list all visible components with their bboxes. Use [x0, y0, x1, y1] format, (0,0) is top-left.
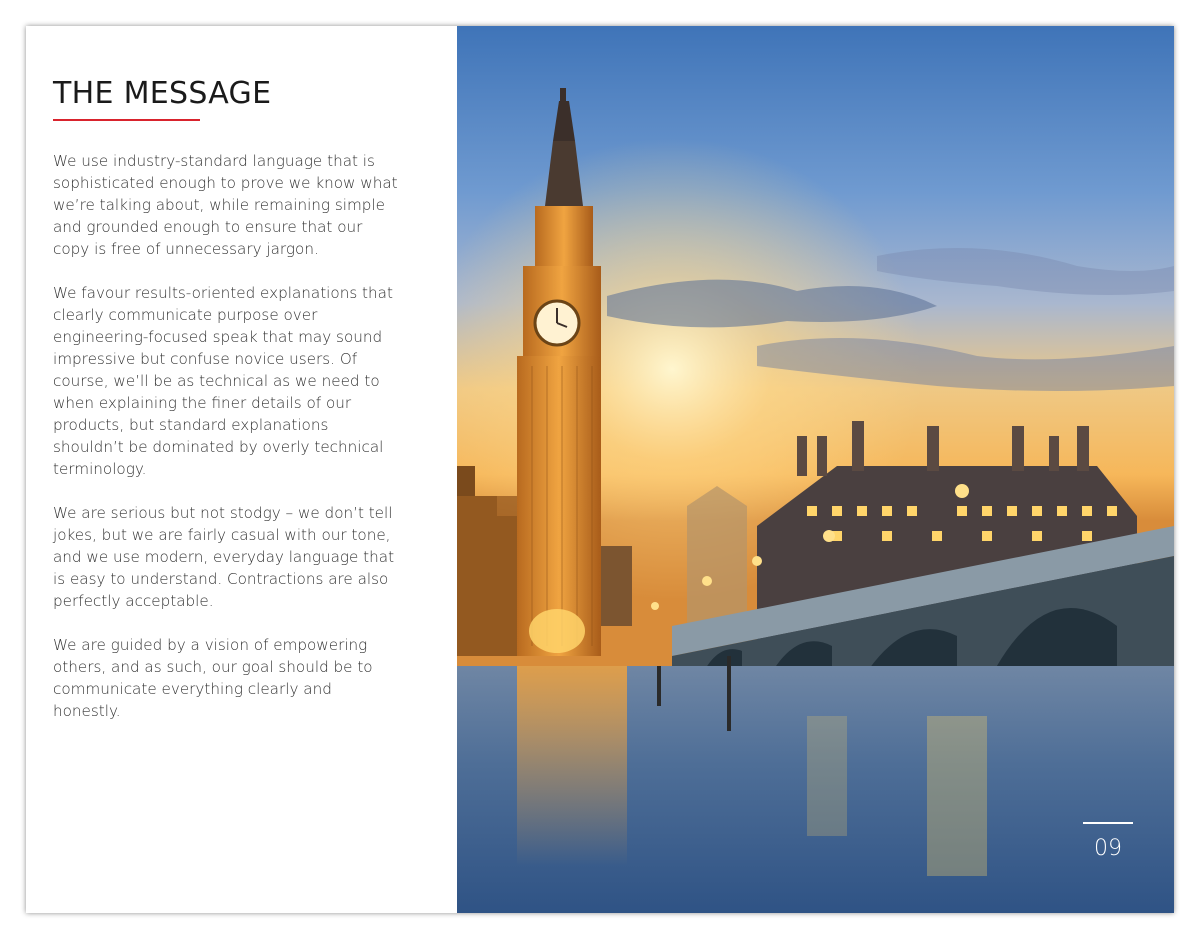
paragraph: We favour results-oriented explanations that clearly communicate purpose over engineering-focused speak that may sound impressive but confuse novice users. Of course, we’ll be as technical as we need to when explaining the finer details of our products, but standard explanations shouldn’t be dominated by overly technical terminology. [53, 284, 393, 478]
text-column [26, 26, 457, 913]
page-title: THE MESSAGE [53, 76, 272, 111]
paragraph: We use industry-standard language that is sophisticated enough to prove we know what we’re talking about, while remaining simple and grounded enough to ensure that our copy is free of unnecessary jargon. [53, 152, 398, 258]
big-ben-photo [457, 26, 1174, 913]
page-number: 09 [1094, 836, 1122, 861]
brochure-page [26, 26, 1174, 913]
page-number-rule [1083, 822, 1133, 824]
paragraph: We are serious but not stodgy – we don’t tell jokes, but we are fairly casual with our tone, and we use modern, everyday language that is easy to understand. Contractions are also perfectly acceptable. [53, 504, 395, 610]
paragraph: We are guided by a vision of empowering others, and as such, our goal should be to communicate everything clearly and honestly. [53, 636, 373, 720]
title-underline [53, 119, 200, 121]
body-copy [53, 150, 403, 744]
